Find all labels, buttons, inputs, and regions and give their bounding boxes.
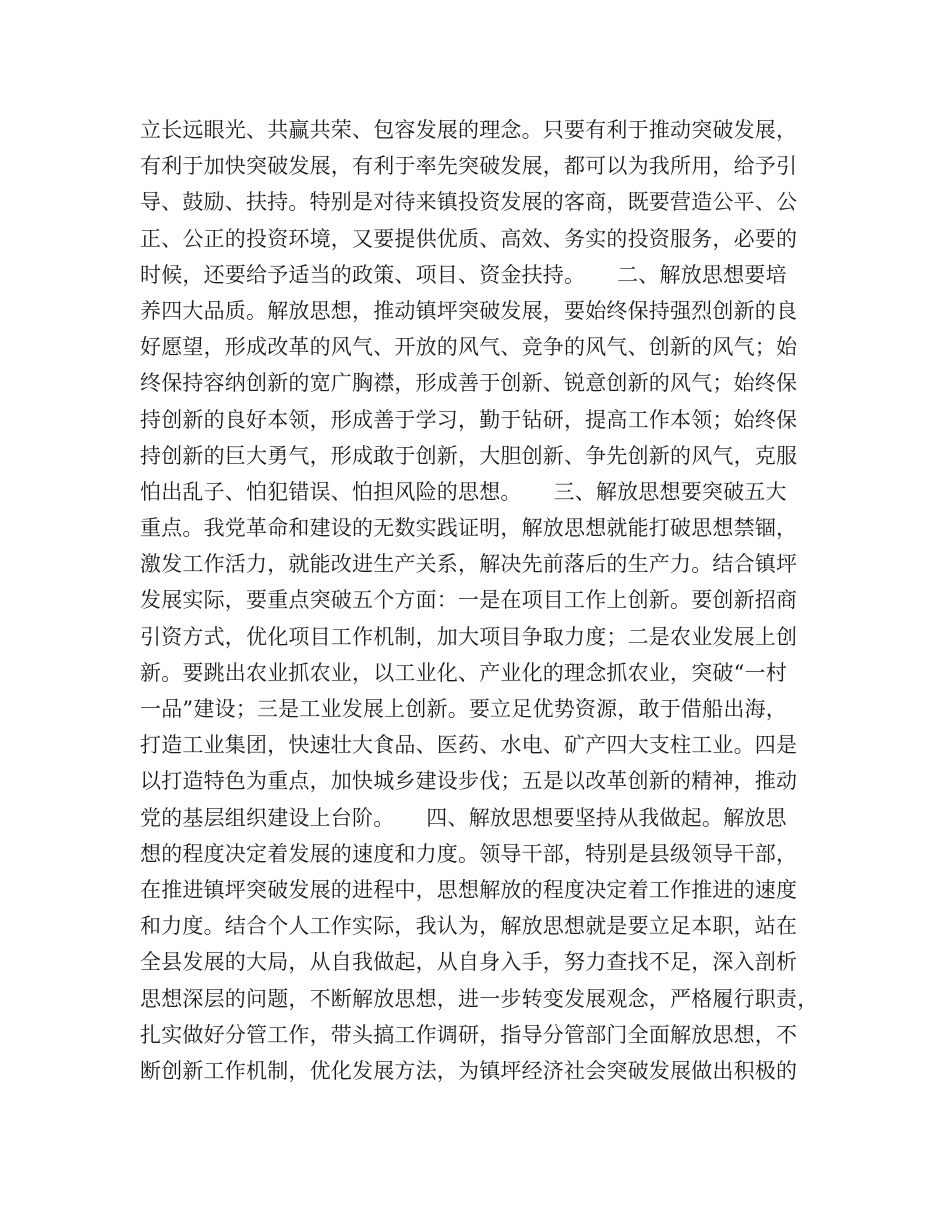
text-line: 一品”建设；三是工业发展上创新。要立足优势资源，敢于借船出海， — [140, 697, 787, 721]
text-line: 在推进镇坪突破发展的进程中，思想解放的程度决定着工作推进的速度 — [140, 877, 798, 902]
text-line: 重点。我党革命和建设的无数实践证明，解放思想就能打破思想禁锢， — [140, 516, 798, 541]
text-line: 党的基层组织建设上台阶。 四、解放思想要坚持从我做起。解放思 — [140, 805, 787, 830]
text-line: 打造工业集团，快速壮大食品、医药、水电、矿产四大支柱工业。四是 — [140, 733, 798, 758]
text-line: 有利于加快突破发展，有利于率先突破发展，都可以为我所用，给予引 — [140, 154, 798, 179]
body-text — [140, 112, 830, 1089]
text-line: 发展实际，要重点突破五个方面：一是在项目工作上创新。要创新招商 — [140, 588, 798, 613]
text-line: 以打造特色为重点，加快城乡建设步伐；五是以改革创新的精神，推动 — [140, 769, 798, 794]
text-line: 思想深层的问题，不断解放思想，进一步转变发展观念，严格履行职责， — [140, 986, 819, 1011]
text-line: 导、鼓励、扶持。特别是对待来镇投资发展的客商，既要营造公平、公 — [140, 190, 798, 215]
text-line: 新。要跳出农业抓农业，以工业化、产业化的理念抓农业，突破“一村 — [140, 660, 787, 685]
text-line: 想的程度决定着发展的速度和力度。领导干部，特别是县级领导干部， — [140, 841, 798, 866]
text-line: 断创新工作机制，优化发展方法，为镇坪经济社会突破发展做出积极的 — [140, 1058, 798, 1083]
text-line: 终保持容纳创新的宽广胸襟，形成善于创新、锐意创新的风气；始终保 — [140, 371, 798, 396]
text-line: 全县发展的大局，从自我做起，从自身入手，努力查找不足，深入剖析 — [140, 950, 798, 975]
text-line: 扎实做好分管工作，带头搞工作调研，指导分管部门全面解放思想，不 — [140, 1022, 798, 1047]
text-line: 引资方式，优化项目工作机制，加大项目争取力度；二是农业发展上创 — [140, 624, 798, 649]
text-line: 正、公正的投资环境，又要提供优质、高效、务实的投资服务，必要的 — [140, 226, 798, 251]
text-line: 好愿望，形成改革的风气、开放的风气、竞争的风气、创新的风气；始 — [140, 335, 798, 360]
text-line: 激发工作活力，就能改进生产关系，解决先前落后的生产力。结合镇坪 — [140, 552, 798, 577]
text-line: 立长远眼光、共赢共荣、包容发展的理念。只要有利于推动突破发展， — [140, 118, 798, 142]
text-line: 持创新的巨大勇气，形成敢于创新，大胆创新、争先创新的风气，克服 — [140, 443, 798, 468]
text-line: 持创新的良好本领，形成善于学习，勤于钻研，提高工作本领；始终保 — [140, 407, 798, 432]
text-line: 时候，还要给予适当的政策、项目、资金扶持。 二、解放思想要培 — [140, 262, 787, 287]
text-line: 怕出乱子、怕犯错误、怕担风险的思想。 三、解放思想要突破五大 — [140, 479, 787, 504]
text-line: 养四大品质。解放思想，推动镇坪突破发展，要始终保持强烈创新的良 — [140, 298, 798, 323]
text-line: 和力度。结合个人工作实际，我认为，解放思想就是要立足本职，站在 — [140, 914, 798, 939]
